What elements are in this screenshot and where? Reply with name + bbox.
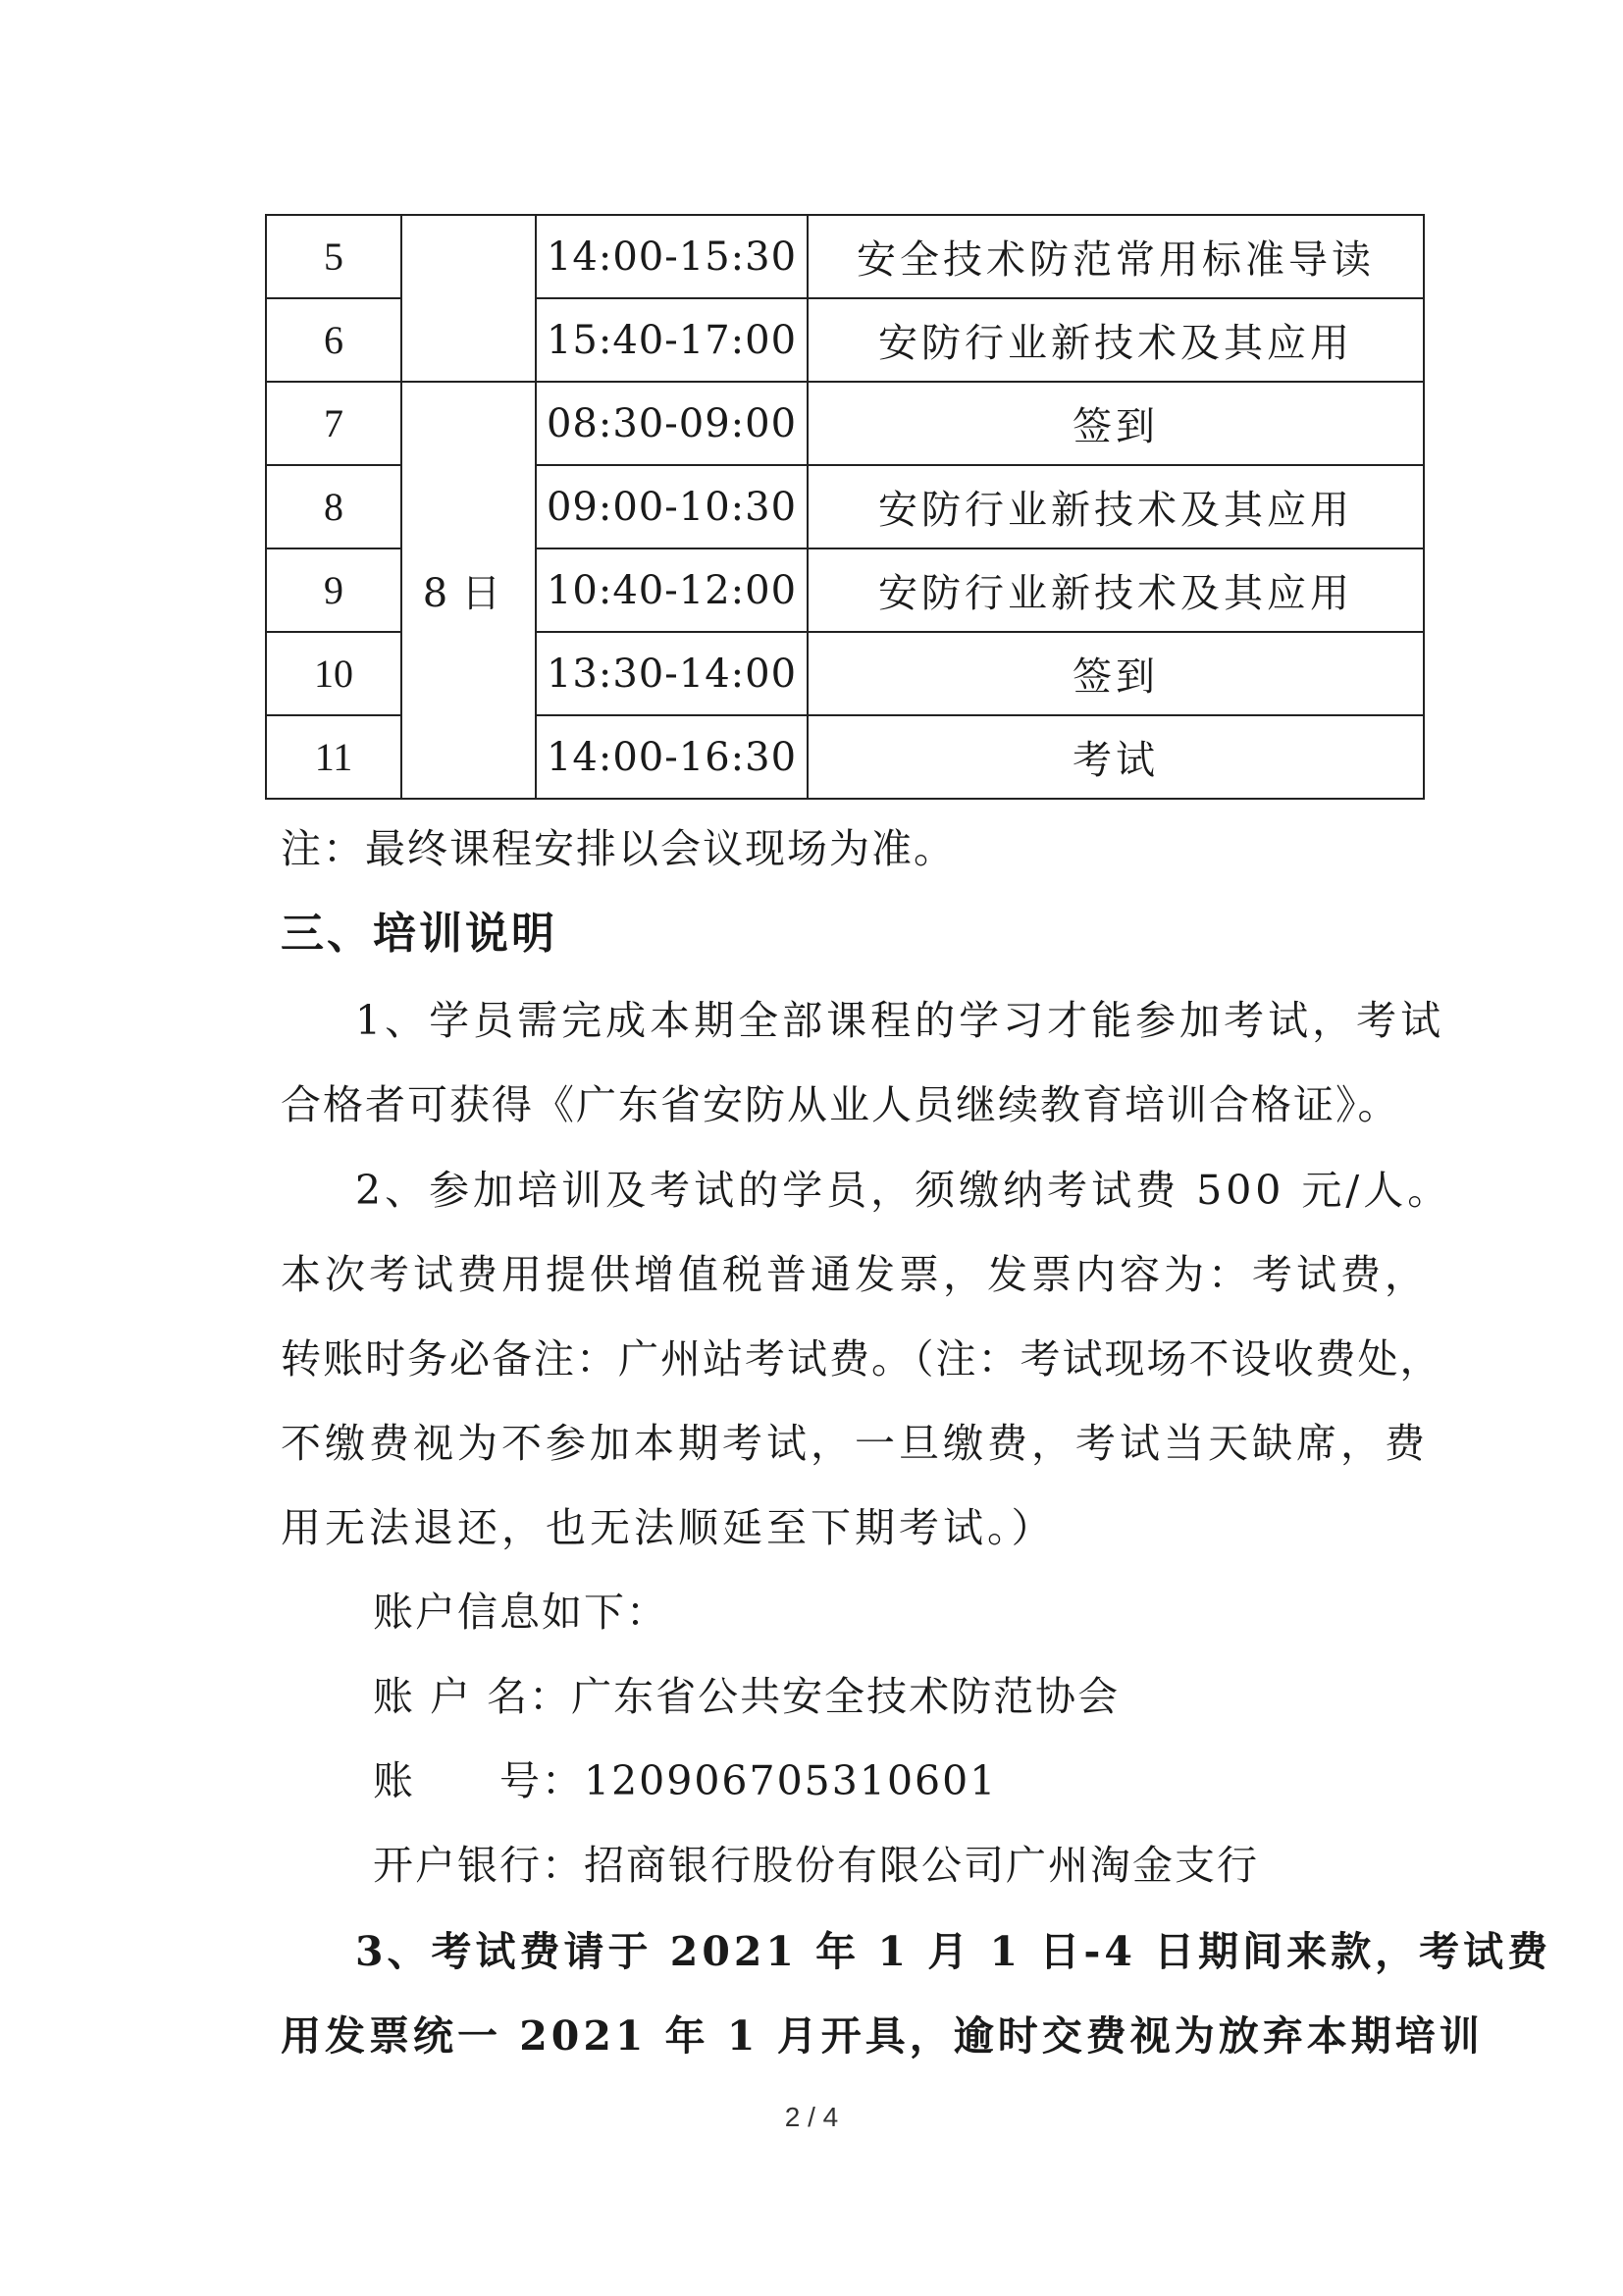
table-note: 注：最终课程安排以会议现场为准。 bbox=[281, 825, 956, 872]
paragraph-line: 合格者可获得《广东省安防从业人员继续教育培训合格证》。 bbox=[281, 1081, 1400, 1128]
row-number: 11 bbox=[266, 715, 401, 799]
row-number: 8 bbox=[266, 465, 401, 548]
row-number: 6 bbox=[266, 298, 401, 382]
row-number: 7 bbox=[266, 382, 401, 465]
time-cell: 15:40-17:00 bbox=[536, 298, 808, 382]
content-cell: 安防行业新技术及其应用 bbox=[808, 465, 1424, 548]
time-cell: 10:40-12:00 bbox=[536, 548, 808, 632]
account-name: 账 户 名：广东省公共安全技术防范协会 bbox=[373, 1673, 1121, 1720]
schedule-table bbox=[265, 214, 1425, 800]
account-intro: 账户信息如下： bbox=[373, 1589, 668, 1636]
content-cell: 签到 bbox=[808, 632, 1424, 715]
day-cell bbox=[401, 215, 536, 382]
content-cell: 考试 bbox=[808, 715, 1424, 799]
paragraph-line: 用发票统一 2021 年 1 月开具，逾时交费视为放弃本期培训 bbox=[281, 2012, 1484, 2060]
paragraph-line: 用无法退还，也无法顺延至下期考试。） bbox=[281, 1504, 1056, 1551]
time-cell: 14:00-15:30 bbox=[536, 215, 808, 298]
paragraph-line: 本次考试费用提供增值税普通发票，发票内容为：考试费， bbox=[281, 1251, 1429, 1298]
time-cell: 13:30-14:00 bbox=[536, 632, 808, 715]
row-number: 5 bbox=[266, 215, 401, 298]
time-cell: 09:00-10:30 bbox=[536, 465, 808, 548]
paragraph-line: 1、学员需完成本期全部课程的学习才能参加考试，考试 bbox=[355, 997, 1445, 1044]
paragraph-line: 2、参加培训及考试的学员，须缴纳考试费 500 元/人。 bbox=[355, 1167, 1452, 1214]
account-number: 账 号：120906705310601 bbox=[373, 1757, 998, 1804]
content-cell: 安防行业新技术及其应用 bbox=[808, 548, 1424, 632]
paragraph-line: 3、考试费请于 2021 年 1 月 1 日-4 日期间来款，考试费 bbox=[355, 1928, 1552, 1975]
time-cell: 14:00-16:30 bbox=[536, 715, 808, 799]
paragraph-line: 转账时务必备注：广州站考试费。（注：考试现场不设收费处， bbox=[281, 1335, 1442, 1383]
row-number: 10 bbox=[266, 632, 401, 715]
content-cell: 安防行业新技术及其应用 bbox=[808, 298, 1424, 382]
table-row bbox=[266, 215, 1424, 298]
day-cell: 8日 bbox=[401, 382, 536, 799]
row-number: 9 bbox=[266, 548, 401, 632]
paragraph-line: 不缴费视为不参加本期考试，一旦缴费，考试当天缺席，费 bbox=[281, 1420, 1429, 1467]
table-row bbox=[266, 382, 1424, 465]
content-cell: 签到 bbox=[808, 382, 1424, 465]
time-cell: 08:30-09:00 bbox=[536, 382, 808, 465]
section-heading: 三、培训说明 bbox=[281, 909, 557, 959]
page-number: 2 / 4 bbox=[784, 2102, 839, 2132]
content-cell: 安全技术防范常用标准导读 bbox=[808, 215, 1424, 298]
account-bank: 开户银行：招商银行股份有限公司广州淘金支行 bbox=[373, 1842, 1259, 1889]
